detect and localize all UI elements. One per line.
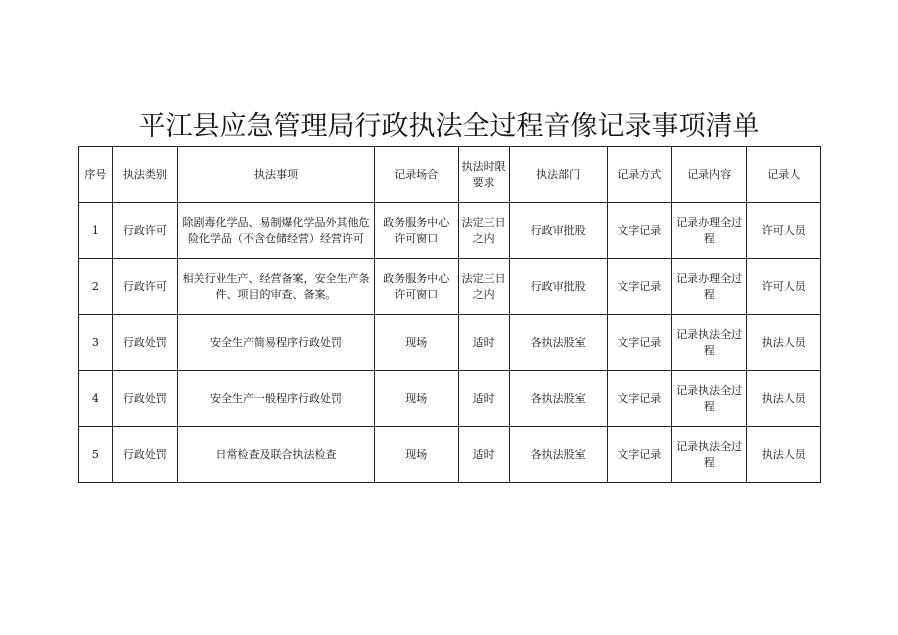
cell-category: 行政处罚	[112, 427, 177, 483]
cell-matter: 安全生产一般程序行政处罚	[177, 371, 374, 427]
header-cell-venue: 记录场合	[374, 147, 458, 203]
cell-department: 各执法股室	[509, 371, 607, 427]
table-row	[79, 203, 821, 259]
cell-department: 各执法股室	[509, 427, 607, 483]
cell-matter: 日常检查及联合执法检查	[177, 427, 374, 483]
cell-department: 各执法股室	[509, 315, 607, 371]
table-row	[79, 315, 821, 371]
records-table	[78, 146, 821, 483]
header-cell-index: 序号	[79, 147, 113, 203]
header-cell-category: 执法类别	[112, 147, 177, 203]
table-row	[79, 259, 821, 315]
header-cell-time-limit: 执法时限要求	[458, 147, 509, 203]
cell-recorder: 许可人员	[747, 203, 821, 259]
cell-content: 记录执法全过程	[671, 427, 747, 483]
cell-matter: 安全生产简易程序行政处罚	[177, 315, 374, 371]
document-title: 平江县应急管理局行政执法全过程音像记录事项清单	[138, 111, 760, 142]
cell-matter: 除剧毒化学品、易制爆化学品外其他危险化学品（不含仓储经营）经营许可	[177, 203, 374, 259]
cell-category: 行政许可	[112, 203, 177, 259]
cell-index: 2	[79, 259, 113, 315]
table-row	[79, 371, 821, 427]
cell-recorder: 执法人员	[747, 315, 821, 371]
cell-venue: 现场	[374, 315, 458, 371]
cell-time-limit: 适时	[458, 315, 509, 371]
cell-venue: 政务服务中心许可窗口	[374, 203, 458, 259]
cell-recorder: 执法人员	[747, 371, 821, 427]
cell-content: 记录执法全过程	[671, 371, 747, 427]
table-row	[79, 427, 821, 483]
cell-content: 记录执法全过程	[671, 315, 747, 371]
cell-index: 4	[79, 371, 113, 427]
cell-time-limit: 法定三日之内	[458, 203, 509, 259]
cell-time-limit: 适时	[458, 427, 509, 483]
cell-content: 记录办理全过程	[671, 259, 747, 315]
cell-recorder: 执法人员	[747, 427, 821, 483]
cell-category: 行政许可	[112, 259, 177, 315]
cell-category: 行政处罚	[112, 315, 177, 371]
cell-method: 文字记录	[607, 427, 671, 483]
cell-content: 记录办理全过程	[671, 203, 747, 259]
cell-venue: 现场	[374, 371, 458, 427]
header-cell-method: 记录方式	[607, 147, 671, 203]
cell-time-limit: 适时	[458, 371, 509, 427]
cell-method: 文字记录	[607, 259, 671, 315]
cell-method: 文字记录	[607, 371, 671, 427]
header-cell-content: 记录内容	[671, 147, 747, 203]
cell-method: 文字记录	[607, 203, 671, 259]
cell-index: 5	[79, 427, 113, 483]
cell-time-limit: 法定三日之内	[458, 259, 509, 315]
cell-index: 3	[79, 315, 113, 371]
cell-venue: 现场	[374, 427, 458, 483]
cell-recorder: 许可人员	[747, 259, 821, 315]
header-cell-matter: 执法事项	[177, 147, 374, 203]
cell-department: 行政审批股	[509, 203, 607, 259]
cell-index: 1	[79, 203, 113, 259]
cell-department: 行政审批股	[509, 259, 607, 315]
cell-category: 行政处罚	[112, 371, 177, 427]
cell-method: 文字记录	[607, 315, 671, 371]
table-header-row	[79, 147, 821, 203]
header-cell-recorder: 记录人	[747, 147, 821, 203]
header-cell-department: 执法部门	[509, 147, 607, 203]
cell-matter: 相关行业生产、经营备案，安全生产条件、项目的审查、备案。	[177, 259, 374, 315]
cell-venue: 政务服务中心许可窗口	[374, 259, 458, 315]
